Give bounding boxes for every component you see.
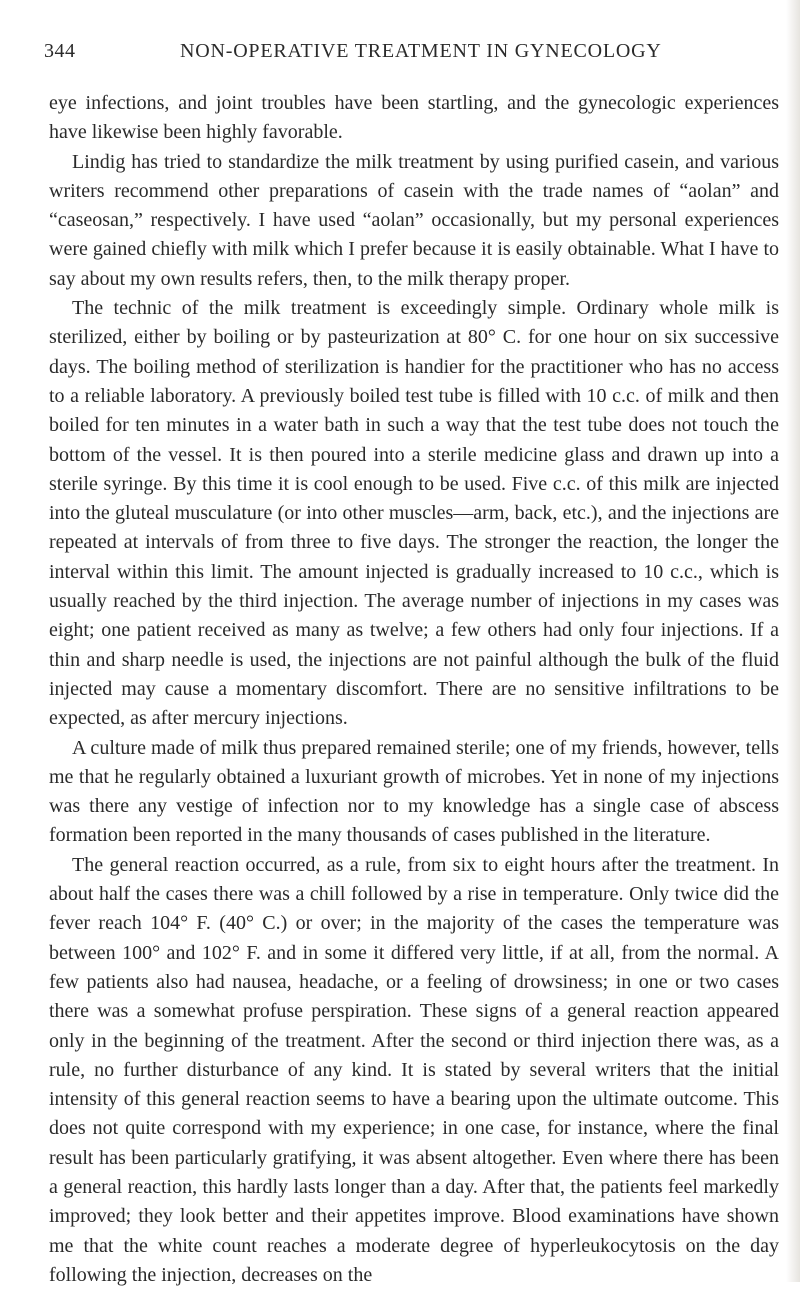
paragraph-general-reaction: The general reaction occurred, as a rule, from six to eight hours after the treatment. In about half the cases there was a chill followed by a rise in temperature. Only twice did the fever reach 104° F. (40° C.) or over; in the majority of the cases the temperature was between 100° and 102° F. and in some it differed very little, if at all, from the normal. A few patients also had nausea, headache, or a feeling of drowsiness; in one or two cases there was a somewhat profuse perspiration. These signs of a general reaction appeared only in the beginning of the treatment. After the second or third injection there was, as a rule, no further disturbance of any kind. It is stated by several writers that the initial intensity of this general reaction seems to have a bearing upon the ultimate outcome. This does not quite correspond with my experience; in one case, for instance, where the final result has been particularly gratifying, it was absent altogether. Even where there has been a general reaction, this hardly lasts longer than a day. After that, the patients feel markedly improved; they look better and their appetites improve. Blood examinations have shown me that the white count reaches a moderate degree of hyperleukocytosis on the day following the injection, decreases on the [49,853,779,1286]
page-number: 344 [44,40,76,62]
paragraph-continued: eye infections, and joint troubles have been startling, and the gynecologic experiences have likewise been highly favorable. [49,92,779,144]
paragraph-technic: The technic of the milk treatment is exceedingly simple. Ordinary whole milk is sterilized, either by boiling or by pasteurization at 80° C. for one hour on six successive days. The boiling method of sterilization is handier for the practitioner who has no access to a reliable laboratory. A previously boiled test tube is filled with 10 c.c. of milk and then boiled for ten minutes in a water bath in such a way that the test tube does not touch the bottom of the vessel. It is then poured into a sterile medicine glass and drawn up into a sterile syringe. By this time it is cool enough to be used. Five c.c. of this milk are injected into the gluteal musculature (or into other muscles—arm, back, etc.), and the injections are repeated at intervals of from three to five days. The stronger the reaction, the longer the interval within this limit. The amount injected is gradually increased to 10 c.c., which is usually reached by the third injection. The average number of injections in my cases was eight; one patient received as many as twelve; a few others had only four injections. If a thin and sharp needle is used, the injections are not painful although the bulk of the fluid injected may cause a momentary discomfort. There are no sensitive infiltrations to be expected, as after mercury injections. [49,297,779,730]
page-edge-shadow [786,0,800,1282]
paragraph-culture: A culture made of milk thus prepared remained sterile; one of my friends, however, tells me that he regularly obtained a luxuriant growth of microbes. Yet in none of my injections was there any vestige of infection nor to my knowledge has a single case of abscess formation been reported in the many thousands of cases published in the literature. [49,736,779,847]
paragraph-casein: Lindig has tried to standardize the milk treatment by using purified casein, and various writers recommend other preparations of casein with the trade names of “aolan” and “caseosan,” respectively. I have used “aolan” occasionally, but my personal experiences were gained chiefly with milk which I prefer because it is easily obtainable. What I have to say about my own results refers, then, to the milk therapy proper. [49,150,779,290]
body-text [49,89,779,1290]
page-header [44,40,770,76]
running-head: NON-OPERATIVE TREATMENT IN GYNECOLOGY [180,40,662,62]
